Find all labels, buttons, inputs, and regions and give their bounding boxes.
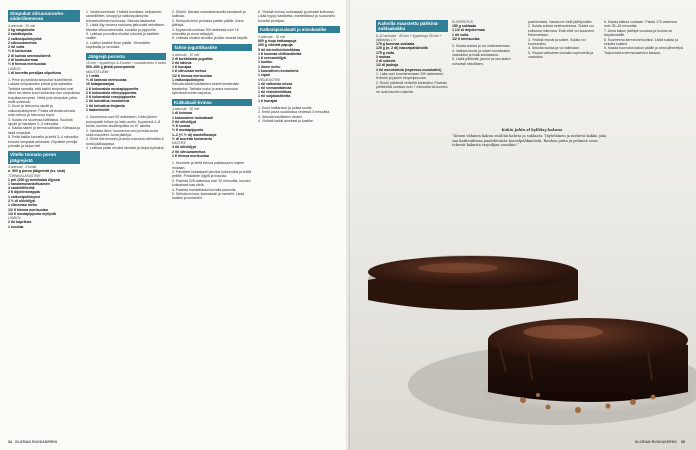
ingredient: 2 rkl tahinia xyxy=(172,60,192,65)
ingredient: 1–2 (½ ½ dl) mantelilastuja xyxy=(172,132,217,137)
ingredient: 1/2 tl hienoa merisuolaa xyxy=(8,207,48,212)
section-label: MISOKASTIKE xyxy=(258,77,281,82)
ingredient: 1 tl kokonaisia mustapippureita xyxy=(86,86,139,91)
method-step: 3. Siirrä liha liemeen ja anna maustua vähintään 6 tuntia jääkaapissa. xyxy=(86,137,164,146)
left-column-2 xyxy=(86,10,166,438)
ingredient: 1 rkl kuivattua timjamia xyxy=(86,103,125,108)
section-label: LISÄKSI xyxy=(8,216,21,221)
recipe-title: Kukkakaali-kvinoa xyxy=(172,99,252,106)
method-step: 1. Valuta tonnikala. Yhdistä tonnikala, keltuainen, sardellifileet, sinappi ja valkosipulinkynsi tehosekoittimen kulhossa. Sekoita tasaiseksi. xyxy=(86,10,162,23)
ingredient: 2 dl sokeria xyxy=(376,59,396,64)
method-step: 1. Laita uuni kuumenemaan 200 asteeseen. Kohtele ja jauhin irtopohjavuoka. xyxy=(376,71,445,81)
method-step: 3. Paahda 225 asteessa noin 20 minuuttia, kunnes kukkakaali saa väriä. xyxy=(172,178,251,188)
ingredient: 1 laakerinlehti xyxy=(86,108,110,113)
method-step: 4. Yhdistä kaikki ainekset ja kastike. xyxy=(258,119,314,124)
ingredient: 1 dl kvinoaa xyxy=(172,111,193,116)
page-footer-right xyxy=(635,440,688,444)
ingredient-list xyxy=(8,28,80,67)
method-step: 1. Huuhtele ja keitä kvinoa pakkauksen ohjeen mukaan. xyxy=(172,161,245,170)
method-step: 4. Lusikoi kastike lihan päälle. Viimeistele kapriksilla ja rucolalla. xyxy=(86,40,151,50)
recipe-meta: 4 annosta · 20 min xyxy=(8,23,36,28)
ingredient: 2 kg simpukoita xyxy=(8,27,35,32)
method-step: 2. Valmista liemi: kuumenna vesi ja lisää suola sekä mausteet. Anna jäähtyä. xyxy=(86,128,158,137)
footer-label: GLORIAN RUOKAKERHO xyxy=(634,440,677,444)
ingredient: 2 dl turkkilaista jogurttia xyxy=(172,56,213,61)
ingredient: 2 dl kuohukermaa xyxy=(8,57,38,62)
recipe-meta: 4 annosta · 2 tuntia xyxy=(8,165,37,170)
method-step: 5. Peitä kattila kannella ja keitä 3–4 minuuttia, kunnes simpukat aukeavat. Ripottele persilja pinnalle ja tarjoa heti. xyxy=(8,135,80,148)
left-column-1 xyxy=(8,10,80,438)
ingredient: 1 prk (200 g) tonnikalaa öljyssä xyxy=(8,177,60,182)
ingredient: 1/2 dl jauhoja xyxy=(376,63,399,68)
method-step: 1. Kuori katkaravut ja poista suolet. xyxy=(258,106,313,111)
method-step: 6. Kaada taikina vuokaan. Paista 175 asteessa noin 35–45 minuuttia. xyxy=(604,20,677,29)
ingredient: 200 g vihreitä papuja xyxy=(258,43,293,48)
ingredient: 2 sitruunaruohoa xyxy=(8,40,37,45)
ingredient: 2 salottisipulia xyxy=(8,32,33,37)
ingredient: 1 sitruunan mehu xyxy=(8,203,38,208)
ingredient: 1 tl sitruunan mehua xyxy=(172,69,207,74)
method-step: 2. Lisää öljy ohuena nauhana jatkuvasti sekoittaen. Mausta sitruunamehulla, suolalla ja pippurilla. xyxy=(86,23,166,32)
method-step: 4. Leikkaa paisti ohuiksi siivuiksi ja tarjoa kylmänä. xyxy=(86,146,165,151)
ingredient: 1 kokonainen kukkakaali xyxy=(172,115,214,120)
ingredient: 10 katajanmarjaa xyxy=(86,82,115,87)
section-label: KASTIKE xyxy=(172,141,186,146)
ingredient: 2 valkosipulinkynttä xyxy=(8,36,42,41)
right-column-2 xyxy=(452,20,524,120)
ingredient: 1 valkosipulinkynsi xyxy=(8,194,41,199)
right-column-1 xyxy=(376,20,448,120)
recipe-title: Vitello tonnato poron jäägrejistä xyxy=(8,151,80,163)
ingredient: 1 tl seesamiöljyä xyxy=(258,56,286,61)
ingredient: ½ dl karkeaa merisuolaa xyxy=(86,77,127,82)
ingredient: 500–800 g jäistä poronpaistia xyxy=(86,65,135,70)
ingredient: 1 rkl seesamitahnaa xyxy=(258,85,292,90)
method-step: 9. Kaada kuorrutus kakun päälle ja anna jähmettyä. Tarjoa kakku kermavaahdon kanssa. xyxy=(604,46,684,55)
recipe-title: Jäägrejä porosta xyxy=(86,53,166,60)
method-step: 4. Vatkaa munat ja sokeri kuohkeaksi vaahdoksi ja lisää suklaaseos. xyxy=(452,48,510,57)
recipe-title: Simpukat sitruunaruoho-siideriliemessä xyxy=(8,10,80,22)
ingredient: 175 g voita xyxy=(376,50,395,55)
method-step: 6. Yhdistä kvinoa, kukkakaali ja pinaatti kulhossa. Lisää hyppy kastiketta, mantelilastut ja ruusuneito tuoretta persiljaa. xyxy=(258,10,336,23)
method-step: 5. Vispaa vatkaimen kovalla nopeudella ja vaahdota. xyxy=(528,50,594,60)
quote-body: ”Kenen vähinen kakun sisältää kahvia ja suklaata. Täyteläinen ja mehevä kakku joka saa karkeudensa paahdetuista hasselpähkinöistä. Rouhea pinta ja pehmeä sisus tekevät kakusta tarjoilijan suosikin.” xyxy=(452,133,607,148)
ingredient: 1 tl kuumaa chilikastiketta xyxy=(258,51,302,56)
recipe-meta: 10 min + kypsennys 4–8 tuntia + maustaminen 6 tuntia xyxy=(86,61,166,66)
recipe-title: Katkarapusalaatti ja misokastike xyxy=(258,26,340,33)
ingredient: 1 dl tuoretta persiljaa silputtuna xyxy=(8,70,61,75)
method-step: 3. Sekoita kastikkeen aineet. xyxy=(258,114,303,119)
method-step: 2. Sulata suklaa vesihauteessa. Sulata voi kulhossa mikrossa. Estä ettei voi kuumene. Ravinnetaan. xyxy=(528,24,596,38)
ingredient: 1 rkl valkoista misoa xyxy=(258,81,293,86)
method-step: 3. Kiehauta liemi ja kaada paistin päälle. Anna jäähtyä. xyxy=(172,18,244,28)
method-step: 3. Yhdistä munat ja sokeri. Sulata voi kuohuvaksi. xyxy=(528,37,586,47)
footer-label: GLORIAN RUOKAKERHO xyxy=(14,440,58,444)
method-step: 3. Leikkaa poronliha ohuiksi siivuiksi ja asettele vadille. xyxy=(86,32,160,41)
method-step: 2. Kuori ja hienonna sipulit ja valkosipulinkynnet. Poista sitruunaruohosta uloin kerros ja hienonna loput. xyxy=(8,104,76,118)
method-step: 3. Sulata suklaa ja voi vesihauteessa. xyxy=(452,44,511,49)
method-step: 2. Paloittele kukkakaali pieniksi kukinnoiksi ja levitä pellille. Pirskottele öljyllä ja mausta. xyxy=(172,170,252,179)
recipe-title: Kahvilla maustettu pähkinä-suklaakakku xyxy=(376,20,448,32)
method-step: paahtumista. Vaivaa ne vielä jäähtymään. xyxy=(528,20,593,24)
ingredient: 1 valkosipulinkynsi xyxy=(172,78,205,83)
method-step: 4. Kaada siideri ja kerma kattilaan. Kiehauta ja lisää simpukat. xyxy=(8,126,80,135)
ingredient: 1 rkl kuivattua rosmariinia xyxy=(86,99,130,104)
method-step: 7. Anna kakun jäähtyä vuoassa ja kumoa se tarjoiluvadille. xyxy=(604,28,673,38)
ingredient: 2 rkl sitruunamehua xyxy=(172,149,206,154)
ingredient: 5 rkl mirinriisiviinietikkaa xyxy=(258,47,300,52)
recipe-meta: 4 annosta · 10 min xyxy=(172,52,200,57)
right-column-3 xyxy=(528,20,600,120)
quote-title: Kokin johto el kylläisy kokona xyxy=(501,128,563,132)
page-footer-left xyxy=(8,440,57,444)
method-step: 3. Sulata voi suuressa kattilassa. Kuullota sipulit ja mausteet 2–3 minuuttia. xyxy=(8,117,73,126)
ingredient: 1/2 tl merisuolaa xyxy=(452,36,480,41)
spread-gutter xyxy=(346,0,350,450)
method-step: 2. Keitä pavut suolatussa vedessä 3 minuuttia. xyxy=(258,110,331,115)
chef-quote xyxy=(452,128,612,148)
ingredient: 2 rkl voita xyxy=(8,45,25,50)
ingredient: 1 kurkku xyxy=(258,60,273,65)
left-column-3 xyxy=(172,10,252,438)
ingredient: 1 sipuli xyxy=(258,73,271,78)
ingredient: ½ dl tuoretta korianteria xyxy=(172,137,212,142)
ingredient: n. 500 g poron jäägreistä (kv. sisä) xyxy=(8,169,65,174)
section-label: TONNIKALAKASTIKE xyxy=(8,173,41,178)
ingredient: 2 tl kokonaisia rosepippureita xyxy=(86,95,136,100)
method-step: 4. Paahda mantelilastut kuivalla pannulla. xyxy=(172,187,237,192)
recipe-meta: 4 annosta · 30 min xyxy=(172,107,200,112)
ingredient: 1/2 tl hienoa merisuolaa xyxy=(172,73,212,78)
ingredient: 1 l vettä xyxy=(86,73,100,78)
page-number: 34 xyxy=(8,440,12,444)
method-step: 5. Leikkaa ohuiksi siivuiksi ja laita ohuesti tarjolle. xyxy=(172,36,249,41)
page-number: 35 xyxy=(681,440,685,444)
ingredient: 3 munaa xyxy=(376,54,391,59)
ingredient: ½ tl mustapippuria xyxy=(172,128,204,133)
method-step: 2. Siivilöi. Mausta mausteseoksella tasaisesti ja kalkkaa. xyxy=(172,10,246,19)
ingredient: 2 rkl kapriksia xyxy=(8,220,32,225)
left-column-4 xyxy=(258,10,340,438)
method-step: 1. Kuumenna uuni 90 asteeseen. Kääri jäinen poronpaisti folioon ja laita uuniin. Kypsennä 4–8 tuntia, kunnes sisälämpötila on 67 astetta. xyxy=(86,115,161,129)
recipe-title: Tahini-jogurttikastike xyxy=(172,44,252,51)
ingredient: 1 rkl voita xyxy=(452,32,469,37)
ingredient: 2 tl dijoninsinappia xyxy=(8,190,40,195)
ingredient: 4 sardellifileettä xyxy=(8,186,35,191)
ingredient: 125 g (n. 2 dl) hasselpähkinöitä xyxy=(376,46,428,51)
recipe-meta: 8–10 annosta · 40 min + kypsennys 35 min + jäähdytys 1 h xyxy=(376,33,442,42)
ingredient: 1 tl hunajaa xyxy=(258,98,278,103)
method-step: 1. Pese ja puhdista simpukat huolellisesti. Lukkaa simpukoiden parrat pois sakseilla. Tarkista samalla, että kaikki simpukat ovat kiinni tai niiden kuori sulkeutuu kun simpukkaa koputtaa kevyesti. Heitä pois simpukat, jotka eivät sulkeudu. xyxy=(8,77,80,104)
right-page xyxy=(348,0,696,450)
ingredient: 2 rkl oliiviöljyä xyxy=(172,119,197,124)
ingredient: ½ tl hienoa merisuolaa xyxy=(8,62,46,67)
method-step: 2. Rouhi pähkinät veitsellä karkeaksi. Paahda pähkinöitä uunissa noin 7 minuuttia tai kunnes ne ovat kauniin ruskeita. xyxy=(376,80,448,94)
method-step: 5. Sekoita kvinoa, kukkakaali ja mantelit. Lisää kastike ja korianteri. xyxy=(172,192,245,201)
ingredient: 1 1/2 dl rinjukermaa xyxy=(452,28,485,33)
ingredient: ½ tl suolaa xyxy=(172,124,191,129)
ingredient: 1 limen mehu xyxy=(258,64,281,69)
section-label: KUORRUTUS xyxy=(452,20,473,24)
ingredient: 2 dl kuivaa omenasiideriä xyxy=(8,53,51,58)
section-label: LISÄKSI xyxy=(8,66,21,71)
ingredient: 4 rkl oliiviöljyä xyxy=(172,145,197,150)
ingredient: 2 tl kokonaisia viherpippureita xyxy=(86,90,137,95)
section-label: MAUSTELIEMI xyxy=(86,69,109,74)
ingredient: 1 kananmunankeltuainen xyxy=(8,181,50,186)
method-step: 8. Kuumenna kerma kiehuvaksi. Lisää suklaa ja sekoita sulaksi. xyxy=(604,37,678,47)
ingredient: 1 tl hienoa merisuolaa xyxy=(172,153,209,158)
method-step: 4. Kypsennä uunissa 200 asteessa noin 15 minuuttia ja anna vetäytyä. xyxy=(172,27,239,37)
ingredient: 150 g suklaata xyxy=(452,24,476,28)
ingredient: 1 rkl riisiviinietikkaa xyxy=(258,90,292,95)
ingredient: 175 g tummaa suklaata xyxy=(376,41,415,46)
ingredient: 1 kourallinen korianteria xyxy=(258,69,299,73)
method-step: 4. Sekoita suklaa ja voi taikinaan. xyxy=(528,46,580,51)
method-step: 5. Lisää pähkinät, jauhot ja murukahvi varovasti sekoittaen. xyxy=(452,57,511,66)
ingredient: 2 ½ dl oliiviöljyä xyxy=(8,199,35,204)
ingredient: 1 tl hunajaa xyxy=(172,65,192,70)
ingredient: 1/4 tl mustapippuria myllystä xyxy=(8,211,57,216)
recipe-meta: 4 annosta · 10 min xyxy=(258,34,286,39)
ingredient: 800 g isoja katkarapuja xyxy=(258,38,297,43)
ingredient: 1 rkl soijakastiketta xyxy=(258,94,291,99)
ingredient: 1 rucolaa xyxy=(8,224,24,229)
ingredient: 3 rkl murukahvia (espresso-murukahvi) xyxy=(376,67,442,72)
right-column-4 xyxy=(604,20,684,120)
ingredient: ½ tl kurkumaa xyxy=(8,49,32,54)
method-step: Sekoita kaikki kastikkeen aineet keskenään tasaiseksi. Tarkista maku ja anna maustua kylmässä ennen tarjoilua. xyxy=(172,82,240,96)
